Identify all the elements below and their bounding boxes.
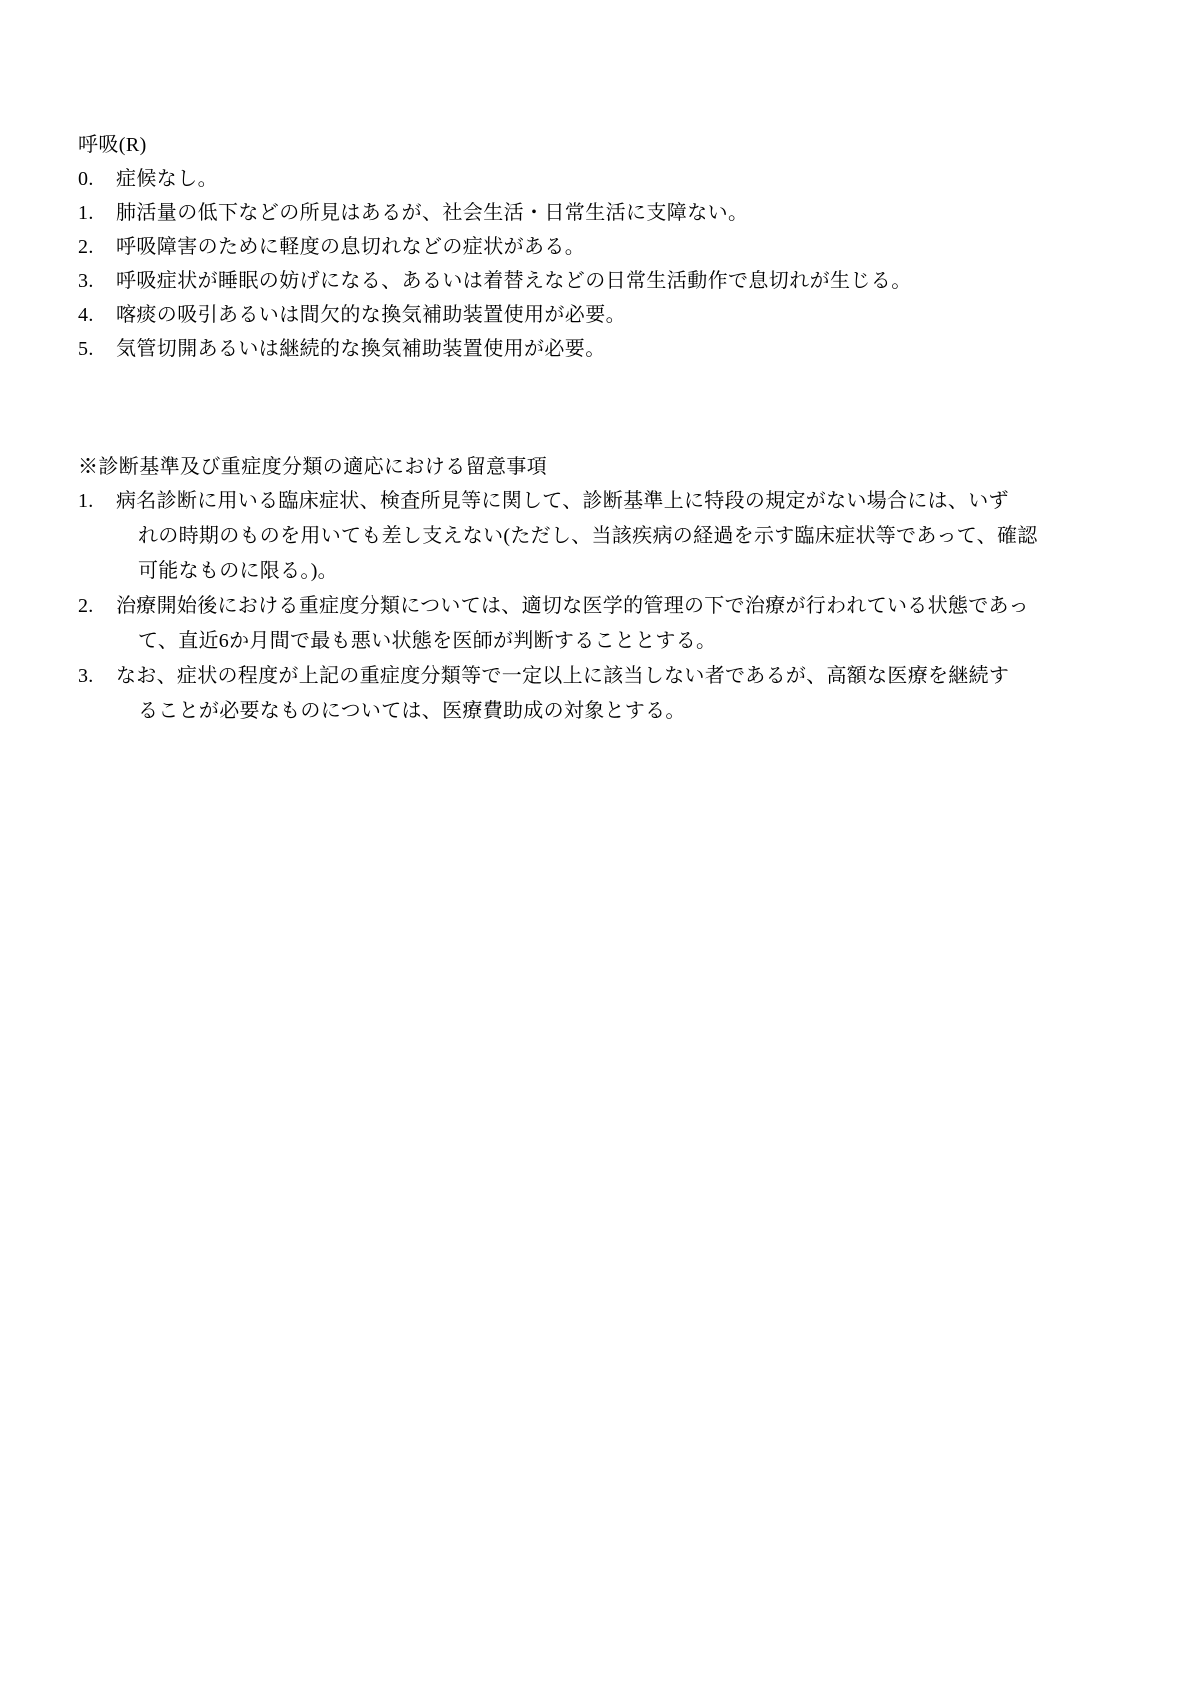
list-text [116, 484, 1108, 589]
list-text [116, 659, 1108, 729]
list-marker: 5. [78, 338, 94, 360]
list-marker: 4. [78, 304, 94, 326]
list-text-line: 可能なものに限る。)。 [138, 560, 338, 582]
notes-list [78, 484, 1108, 729]
list-marker: 0. [78, 168, 94, 190]
list-marker: 3. [78, 665, 94, 687]
list-text-line: 病名診断に用いる臨床症状、検査所見等に関して、診断基準上に特段の規定がない場合には、いず [116, 490, 1009, 512]
list-item [78, 659, 1108, 729]
list-item [78, 298, 1108, 332]
section-spacer [78, 366, 1108, 450]
severity-grade-list [78, 162, 1108, 366]
list-item [78, 589, 1108, 659]
list-text-line: て、直近6か月間で最も悪い状態を医師が判断することとする。 [138, 630, 717, 652]
list-item [78, 332, 1108, 366]
list-text: 呼吸障害のために軽度の息切れなどの症状がある。 [116, 236, 586, 258]
list-text: 肺活量の低下などの所見はあるが、社会生活・日常生活に支障ない。 [116, 202, 749, 224]
list-marker: 1. [78, 490, 94, 512]
list-item [78, 230, 1108, 264]
section-heading-notes: ※診断基準及び重症度分類の適応における留意事項 [78, 456, 548, 478]
list-text: 症候なし。 [116, 168, 218, 190]
list-text-line: れの時期のものを用いても差し支えない(ただし、当該疾病の経過を示す臨床症状等であって、確認 [138, 525, 1038, 547]
list-text [116, 589, 1108, 659]
list-text: 気管切開あるいは継続的な換気補助装置使用が必要。 [116, 338, 606, 360]
list-marker: 3. [78, 270, 94, 292]
list-text: 喀痰の吸引あるいは間欠的な換気補助装置使用が必要。 [116, 304, 626, 326]
list-marker: 2. [78, 595, 94, 617]
document-content [78, 128, 1108, 729]
list-text-line: なお、症状の程度が上記の重症度分類等で一定以上に該当しない者であるが、高額な医療を継続す [116, 665, 1010, 687]
list-item [78, 162, 1108, 196]
list-text-line: 治療開始後における重症度分類については、適切な医学的管理の下で治療が行われている状態であっ [116, 595, 1029, 617]
list-marker: 2. [78, 236, 94, 258]
list-text: 呼吸症状が睡眠の妨げになる、あるいは着替えなどの日常生活動作で息切れが生じる。 [116, 270, 912, 292]
list-item [78, 484, 1108, 589]
list-item [78, 264, 1108, 298]
section-heading-respiration: 呼吸(R) [78, 134, 147, 156]
list-item [78, 196, 1108, 230]
list-marker: 1. [78, 202, 94, 224]
list-text-line: ることが必要なものについては、医療費助成の対象とする。 [138, 700, 686, 722]
